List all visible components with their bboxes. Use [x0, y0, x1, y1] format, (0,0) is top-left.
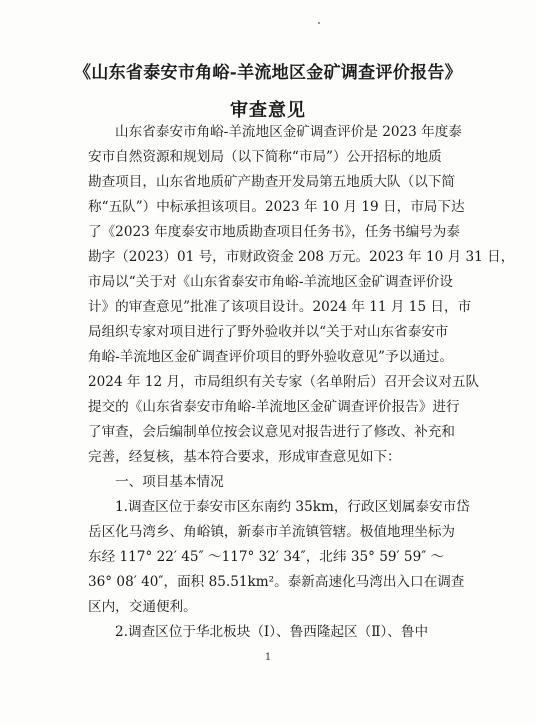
- page-number: 1: [264, 652, 272, 663]
- paragraph-line: 了审查，会后编制单位按会议意见对报告进行了修改、补充和: [88, 424, 456, 440]
- paragraph-line: 角峪-羊流地区金矿调查评价项目的野外验收意见”予以通过。: [88, 349, 453, 365]
- paragraph-line: 称“五队”）中标承担该项目。2023 年 10 月 19 日，市局下达: [88, 199, 465, 215]
- paragraph-line: 了《2023 年度泰安市地质勘查项目任务书》，任务书编号为泰: [88, 224, 460, 240]
- section-heading: 一、项目基本情况: [115, 474, 224, 490]
- paragraph-line: 区内，交通便利。: [88, 599, 197, 615]
- paragraph-line: 完善，经复核，基本符合要求，形成审查意见如下：: [88, 449, 401, 465]
- paragraph-line: 2.调查区位于华北板块（Ⅰ）、鲁西隆起区（Ⅱ）、鲁中: [115, 624, 429, 640]
- document-title: 《山东省泰安市角峪-羊流地区金矿调查评价报告》: [74, 63, 462, 83]
- document-subtitle: 审查意见: [230, 100, 306, 121]
- paragraph-line: 提交的《山东省泰安市角峪-羊流地区金矿调查评价报告》进行: [88, 399, 460, 415]
- paragraph-line: 勘查项目，山东省地质矿产勘查开发局第五地质大队（以下简: [88, 174, 456, 190]
- paragraph-line: 安市自然资源和规划局（以下简称“市局”）公开招标的地质: [88, 149, 442, 165]
- paragraph-line: 山东省泰安市角峪-羊流地区金矿调查评价是 2023 年度泰: [115, 124, 462, 140]
- paragraph-line: 计》的审查意见”批准了该项目设计。2024 年 11 月 15 日，市: [88, 299, 472, 315]
- paragraph-line: 东经 117° 22′ 45″ ～117° 32′ 34″，北纬 35° 59′ 59″ ～: [88, 549, 445, 565]
- scan-speck: [318, 22, 320, 24]
- paragraph-line: 市局以“关于对《山东省泰安市角峪-羊流地区金矿调查评价设: [88, 274, 453, 290]
- paragraph-line: 局组织专家对项目进行了野外验收并以“关于对山东省泰安市: [88, 324, 449, 340]
- paragraph-line: 1.调查区位于泰安市区东南约 35km，行政区划属泰安市岱: [115, 499, 470, 515]
- paragraph-line: 2024 年 12 月，市局组织有关专家（名单附后）召开会议对五队: [88, 374, 480, 390]
- paragraph-line: 勘字（2023）01 号，市财政资金 208 万元。2023 年 10 月 31 日，: [88, 249, 515, 265]
- paragraph-line: 36° 08′ 40″，面积 85.51km²。泰新高速化马湾出入口在调查: [88, 574, 465, 590]
- paragraph-line: 岳区化马湾乡、角峪镇，新泰市羊流镇管辖。极值地理坐标为: [88, 524, 456, 540]
